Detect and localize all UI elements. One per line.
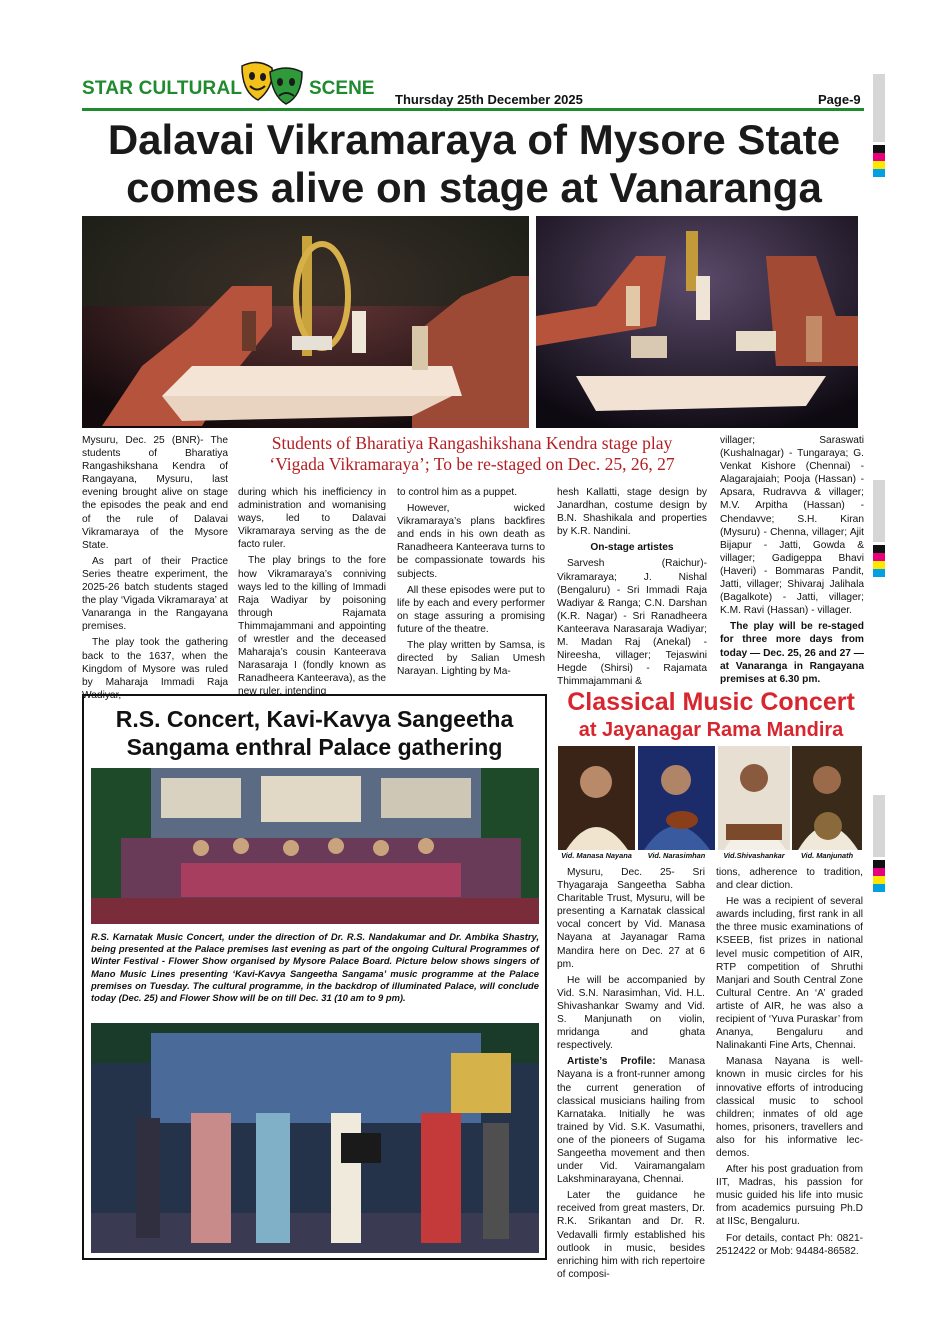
story-paragraph: However, wicked Vikramaraya’s plans backfires and ends in his own death as Ranadheera Kanteerava turns to be compassionate towards his subjects. <box>397 503 545 580</box>
cast-heading: On-stage artistes <box>590 542 674 554</box>
artist-caption: Vid. Manasa Nayana <box>561 851 632 860</box>
story-column-5 <box>720 434 864 689</box>
main-headline <box>60 116 888 212</box>
cast-list: Sarvesh (Raichur)- Vikramaraya; J. Nishal (Bengaluru) - Sri Immadi Raja Wadiyar & Ranga; C.N. Darshan (K.R. Nagar) - Sri Ranadheera Kanteerava Narasaraja Wadiyar; M. Madan Raj (Anekal) - Nireesha, villager; Tejaswini Hegde (Shirsi) - Rajamata Thimmajammani & <box>557 558 707 688</box>
story-paragraph: to control him as a puppet. <box>397 487 518 498</box>
singers-stage-photo <box>91 1023 539 1253</box>
print-gray-bar <box>873 795 885 857</box>
classical-paragraph: He will be accompanied by Vid. S.N. Narasimhan, Vid. H.L. Shivashankar Swamy and Vid. S. Manjunath on violin, mridanga and ghata respectively. <box>557 974 705 1052</box>
story-column-2 <box>238 486 386 702</box>
concert-box-title <box>84 705 545 761</box>
classical-column-1 <box>557 866 705 1284</box>
concert-box <box>82 694 547 1260</box>
classical-paragraph: tions, adherence to tradition, and clear diction. <box>716 867 863 892</box>
section-title-left: STAR CULTURAL <box>82 78 243 99</box>
story-paragraph: The play written by Samsa, is directed by Salian Umesh Narayan. Lighting by Ma- <box>397 640 545 678</box>
print-gray-bar <box>873 480 885 542</box>
classical-paragraph: Manasa Nayana is a front-runner among the current generation of classical musicians hailing from Karnataka. Initially he was trained by Vid. S.K. Vasumathi, one of the pioneers of Sugama Sangeetha movement and then under Vid. Vairamangalam Lakshminarayana, Chennai. <box>557 1056 705 1186</box>
artist-photo-narasimhan <box>638 746 715 850</box>
print-color-marks <box>873 545 885 577</box>
subhead-line-2: ‘Vigada Vikramaraya’; To be re-staged on Dec. 25, 26, 27 <box>269 454 675 474</box>
story-column-3 <box>397 486 545 681</box>
story-paragraph: All these episodes were put to life by each and every performer on stage assuring a promising future of the theatre. <box>397 584 545 635</box>
section-title-right: SCENE <box>309 78 375 99</box>
artist-caption: Vid.Shivashankar <box>723 851 785 860</box>
artist-photo-manasa-nayana <box>558 746 635 850</box>
classical-paragraph: After his post graduation from IIT, Madras, his passion for music guided his life into music from academics pursuing Ph.D at IISc, Bengaluru. <box>716 1164 863 1228</box>
classical-paragraph: Later the guidance he received from great masters, Dr. R.K. Srikantan and Dr. R. Vedavalli firmly established his outlook in music, besides enriching him with rich repertoire of composi- <box>557 1190 705 1280</box>
story-column-1 <box>82 434 228 705</box>
restage-note: The play will be re-staged for three more days from today — Dec. 25, 26 and 27 — at Vanaranga in Rangayana premises at 6.30 pm. <box>720 621 864 685</box>
artist-caption: Vid. Manjunath <box>800 851 854 860</box>
concert-title-line-2: Sangama enthral Palace gathering <box>126 734 503 760</box>
masthead-rule <box>82 108 864 111</box>
subhead-line-1: Students of Bharatiya Rangashikshana Kendra stage play <box>271 433 673 453</box>
classical-paragraph: He was a recipient of several awards including, first rank in all the three music examinations of KSEEB, fist prizes in national level music competition of AIR, RTP competition of Shruthi Manjari and South Central Zone Cultural Centre. An ‘A’ graded artiste of AIR, he was also a recipient of ‘Yuva Puraskar’ from Ananya, Bengaluru and Nalinakanti Fine Arts, Chennai. <box>716 896 863 1052</box>
story-paragraph: The play took the gathering back to the 1637, when the Kingdom of Mysore was ruled by Maharaja Immadi Raja Wadiyar, <box>82 637 228 701</box>
concert-title-line-1: R.S. Concert, Kavi-Kavya Sangeetha <box>115 706 514 732</box>
story-paragraph: Mysuru, Dec. 25 (BNR)- The students of Bharatiya Rangashikshana Kendra of Rangayana, Mysuru, last evening brought alive on stage the episodes the peak and end of the rule of Dalavai Vikramaraya of the Mysore State. <box>82 435 228 551</box>
classical-paragraph: Manasa Nayana is well-known in music circles for his innovative efforts of introducing classical music to school children; inmates of old age homes, prisoners, travellers and also for his informative lec-demos. <box>716 1056 863 1159</box>
story-paragraph: The play brings to the fore how Vikramaraya’s conniving ways led to the killing of Immadi Raja Wadiyar by poisoning through Rajamata Thimmajammani and appointing of wrestler and the deceased Maharaja’s cousin Kanteerava Narasaraja I (fondly known as Ranadheera Kanteerava), as the new ruler, intending <box>238 555 386 698</box>
artist-photo-shivashankar <box>718 746 790 850</box>
cast-list: villager; Saraswati (Kushalnagar) - Tungaraya; G. Venkat Kishore (Chennai) - Alagarajaiah; Pooja (Hassan) - Apsara, Rudravva & villager; M.V. Arpitha (Hassan) - Chendavve; S.H. Kiran (Mysuru) - Chenna, villager; Ajit Bijapur - Jatti, Gowda & villager; Gadigeppa Bhavi (Haveri) - Bommaras Pandit, Jatti, villager; Shivaraj Jalihala (Bagalkote) - Jatti, villager; K.M. Ravi (Hassan) - villager. <box>720 435 864 617</box>
headline-line-1: Dalavai Vikramaraya of Mysore State <box>107 116 841 163</box>
stage-photo-left <box>82 216 529 428</box>
story-paragraph: during which his inefficiency in administration and womanising ways, led to Dalavai Vikramaraya serving as the de facto ruler. <box>238 487 386 551</box>
stage-photo-right <box>536 216 858 428</box>
story-paragraph: As part of their Practice Series theatre experiment, the 2025-26 batch students staged the play ‘Vigada Vikramaraya’ at Vanaranga in the Rangayana premises. <box>82 555 228 633</box>
theatre-masks-icon <box>236 60 308 106</box>
print-color-marks <box>873 860 885 892</box>
classical-subtitle: at Jayanagar Rama Mandira <box>578 719 844 741</box>
story-column-4 <box>557 486 707 691</box>
concert-caption: R.S. Karnatak Music Concert, under the direction of Dr. R.S. Nandakumar and Dr. Ambika Shastry, being presented at the Palace premises last evening as part of the ongoing Cultural Programmes of Winter Festival - Flower Show organised by Mysore Palace Board. Picture below shows singers of Mano Music Lines presenting ‘Kavi-Kavya Sangeetha Sangama’ music programme at the Palace premises on Tuesday. The cultural programme, in the backdrop of illuminated Palace, will conclude today (Dec. 25) and Flower Show will be on till Dec. 31 (10 am to 9 pm). <box>91 931 539 1004</box>
contact-info: For details, contact Ph: 0821-2512422 or Mob: 94484-86582. <box>716 1232 863 1257</box>
artist-caption: Vid. Narasimhan <box>647 851 706 860</box>
classical-column-2 <box>716 866 863 1261</box>
artist-photo-manjunath <box>792 746 862 850</box>
classical-paragraph: Mysuru, Dec. 25- Sri Thyagaraja Sangeetha Sabha Charitable Trust, Mysuru, will be presenting a Karnatak classical vocal concert by Vid. Manasa Nayana at Jayanagar Rama Mandira here on Dec. 27 at 6 pm. <box>557 867 705 970</box>
story-subhead <box>236 433 708 475</box>
issue-date: Thursday 25th December 2025 <box>395 92 583 107</box>
palace-concert-photo <box>91 768 539 924</box>
profile-label: Artiste’s Profile: <box>567 1056 656 1068</box>
page-number: Page-9 <box>818 92 861 107</box>
story-paragraph: hesh Kallatti, stage design by Janardhan, costume design by B.N. Shashikala and properties by K.R. Nandini. <box>557 487 707 538</box>
headline-line-2: comes alive on stage at Vanaranga <box>126 164 822 211</box>
classical-title: Classical Music Concert <box>567 688 855 716</box>
